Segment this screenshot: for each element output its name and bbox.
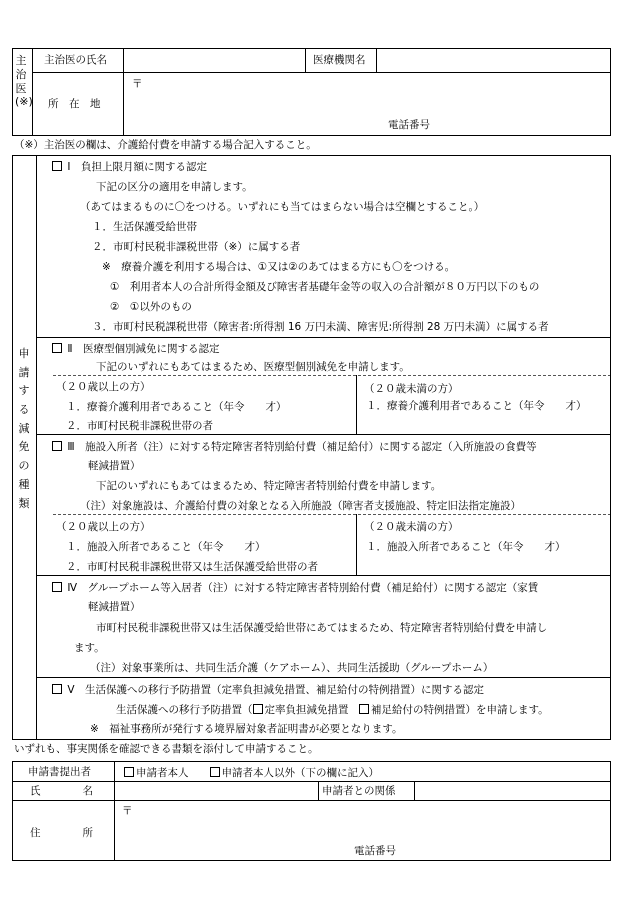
- submitter-postal-mark: 〒: [122, 805, 133, 817]
- s1-sub2: ② ①以外のもの: [110, 301, 192, 313]
- submitter-name-field[interactable]: [115, 782, 317, 799]
- section2-checkbox[interactable]: [52, 343, 62, 353]
- s5-opt1: 定率負担減免措置: [264, 704, 349, 716]
- section4-title-text: Ⅳ グループホーム等入居者（注）に対する特定障害者特別給付費（補足給付）に関する認定（家賃: [67, 582, 539, 594]
- s5-line1a: 生活保護への移行予防措置（: [116, 704, 253, 716]
- physician-name-label: 主治医の氏名: [44, 54, 107, 66]
- section5-checkbox[interactable]: [52, 684, 62, 694]
- s5-line1: [116, 704, 549, 716]
- s2-right1: １．療養介護利用者であること（年令 才）: [366, 400, 587, 412]
- s4-note: （注）対象事業所は、共同生活介護（ケアホーム）、共同生活援助（グループホーム）: [90, 662, 494, 674]
- s2-left-head: （２０歳以上の方）: [56, 381, 151, 393]
- reduction-vertical-label: 申請する減免の種類: [18, 347, 30, 510]
- section3-title: [52, 441, 537, 453]
- section1-checkbox[interactable]: [52, 161, 62, 171]
- s3-note: （注）対象施設は、介護給付費の対象となる入所施設（障害者支援施設、特定旧法指定施設）: [80, 500, 521, 512]
- relation-label: 申請者との関係: [322, 785, 396, 797]
- s5-opt2-checkbox[interactable]: [359, 704, 369, 714]
- s1-note: ※ 療養介護を利用する場合は、①又は②のあてはまる方にも〇をつける。: [102, 261, 456, 273]
- s3-right-head: （２０歳未満の方）: [364, 521, 459, 533]
- section4-title: [52, 582, 538, 594]
- s3-left1: １．施設入所者であること（年令 才）: [66, 541, 266, 553]
- section5-title: [52, 684, 484, 696]
- s3-right1: １．施設入所者であること（年令 才）: [366, 541, 566, 553]
- physician-vertical-label: 主治医(※): [15, 54, 33, 109]
- s1-item3: ３．市町村民税課税世帯（障害者:所得割 16 万円未満、障害児:所得割 28 万円未満）に属する者: [92, 321, 549, 333]
- address-label: 所 在 地: [48, 98, 101, 110]
- s5-opt2: 補足給付の特例措置: [371, 704, 466, 716]
- s3-left2: ２．市町村民税非課税世帯又は生活保護受給世帯の者: [66, 561, 318, 573]
- s3-title2: 軽減措置）: [88, 460, 141, 472]
- section1-title: [52, 161, 207, 173]
- relation-field[interactable]: [415, 782, 609, 799]
- physician-name-field[interactable]: [124, 49, 304, 71]
- s2-left2: ２．市町村民税非課税世帯の者: [66, 420, 213, 432]
- physician-address-field[interactable]: [124, 73, 609, 134]
- phone-label: 電話番号: [388, 119, 430, 131]
- section2-title-text: Ⅱ 医療型個別減免に関する認定: [67, 343, 220, 355]
- institution-field[interactable]: [377, 49, 609, 71]
- institution-label: 医療機関名: [313, 54, 366, 66]
- submitter-name-label: 氏 名: [30, 785, 93, 797]
- submitter-other-checkbox[interactable]: [210, 767, 220, 777]
- s2-right-head: （２０歳未満の方）: [364, 383, 459, 395]
- submitter-other-label: 申請者本人以外（下の欄に記入）: [221, 767, 379, 779]
- submitter-self-label: 申請者本人: [136, 767, 189, 779]
- section5-title-text: Ⅴ 生活保護への移行予防措置（定率負担減免措置、補足給付の特例措置）に関する認定: [67, 684, 485, 696]
- submitter-label: 申請書提出者: [28, 766, 91, 778]
- section2-title: [52, 343, 220, 355]
- submitter-options: [124, 767, 379, 779]
- bottom-note: いずれも、事実関係を確認できる書類を添付して申請すること。: [14, 743, 319, 755]
- s3-line1: 下記のいずれにもあてはまるため、特定障害者特別給付費を申請します。: [96, 480, 442, 492]
- section1-title-text: Ⅰ 負担上限月額に関する認定: [67, 161, 207, 173]
- section3-checkbox[interactable]: [52, 441, 62, 451]
- physician-note: （※）主治医の欄は、介護給付費を申請する場合記入すること。: [14, 139, 317, 151]
- submitter-address-label: 住 所: [30, 827, 93, 839]
- section4-checkbox[interactable]: [52, 582, 62, 592]
- s4-line1: 市町村民税非課税世帯又は生活保護受給世帯にあてはまるため、特定障害者特別給付費を申請し: [96, 622, 548, 634]
- s2-line1: 下記のいずれにもあてはまるため、医療型個別減免を申請します。: [96, 361, 410, 373]
- section3-title-text: Ⅲ 施設入所者（注）に対する特定障害者特別給付費（補足給付）に関する認定（入所施設の食費等: [67, 441, 537, 453]
- s4-line1b: ます。: [74, 642, 105, 654]
- s1-item2: ２．市町村民税非課税世帯（※）に属する者: [92, 241, 301, 253]
- s4-title2: 軽減措置）: [88, 601, 141, 613]
- s5-opt1-checkbox[interactable]: [253, 704, 263, 714]
- s2-left1: １．療養介護利用者であること（年令 才）: [66, 401, 287, 413]
- s1-line1: 下記の区分の適用を申請します。: [96, 181, 253, 193]
- submitter-phone-label: 電話番号: [354, 845, 396, 857]
- postal-mark: 〒: [132, 78, 143, 90]
- s1-item1: １．生活保護受給世帯: [92, 221, 197, 233]
- s1-line2: （あてはまるものに〇をつける。いずれにも当てはまらない場合は空欄とすること。）: [80, 201, 485, 213]
- s1-sub1: ① 利用者本人の合計所得金額及び障害者基礎年金等の収入の合計額が８０万円以下のもの: [110, 281, 540, 293]
- s5-line1b: ）を申請します。: [465, 704, 549, 716]
- s3-left-head: （２０歳以上の方）: [56, 521, 151, 533]
- s5-note: ※ 福祉事務所が発行する境界層対象者証明書が必要となります。: [90, 723, 403, 735]
- submitter-self-checkbox[interactable]: [124, 767, 134, 777]
